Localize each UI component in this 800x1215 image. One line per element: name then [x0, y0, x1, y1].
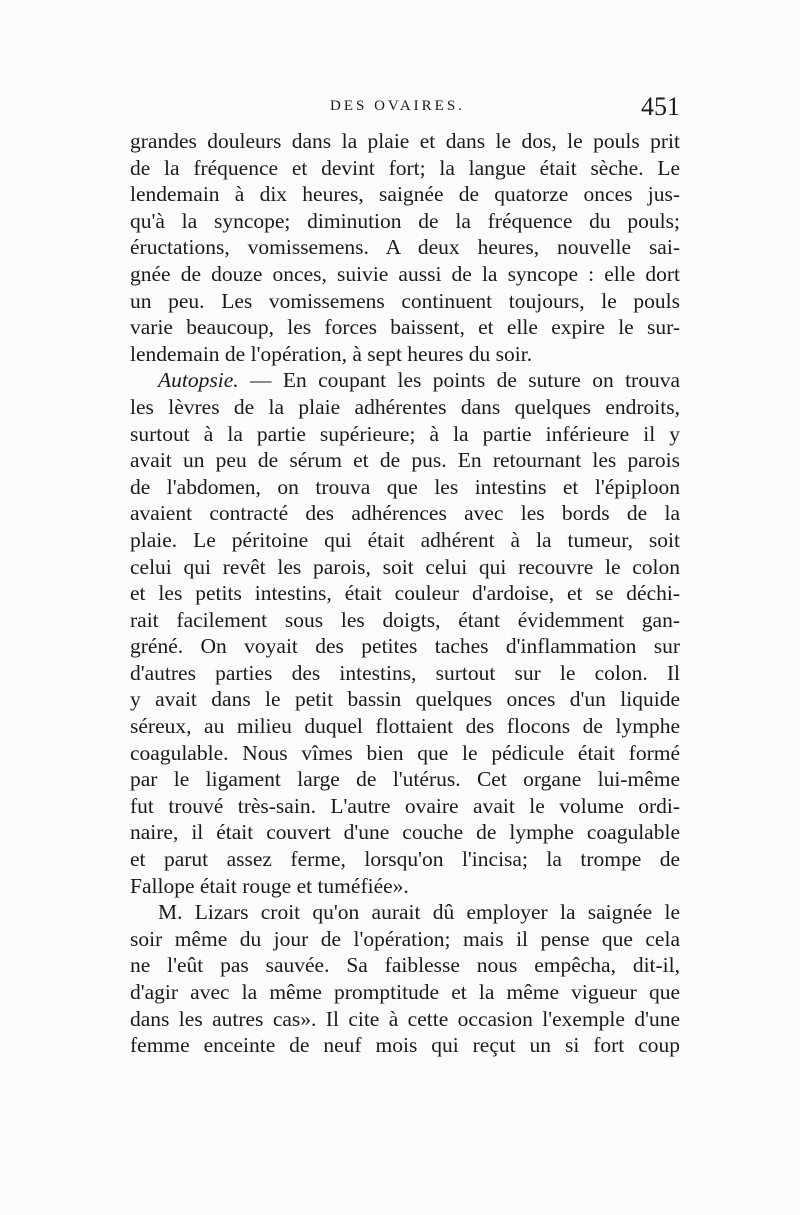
body-text	[130, 128, 680, 1059]
text-line	[130, 766, 680, 793]
text-line-content: M. Lizars croit qu'on aurait dû employer la saignée le	[158, 900, 680, 925]
text-line-content: femme enceinte de neuf mois qui reçut un si fort coup	[130, 1033, 680, 1058]
text-line	[130, 527, 680, 554]
text-line-content: séreux, au milieu duquel flottaient des flocons de lymphe	[130, 714, 680, 739]
text-line	[130, 607, 680, 634]
text-line-content: de la fréquence et devint fort; la langue était sèche. Le	[130, 155, 680, 180]
running-head	[130, 92, 680, 122]
text-line-content: y avait dans le petit bassin quelques onces d'un liquide	[130, 687, 680, 712]
text-line	[130, 474, 680, 501]
text-line	[130, 261, 680, 288]
text-line	[130, 873, 680, 900]
text-line	[130, 740, 680, 767]
text-line-content: éructations, vomissemens. A deux heures, nouvelle sai-	[130, 235, 680, 260]
text-line-content: Fallope était rouge et tuméfiée».	[130, 873, 409, 898]
text-line-content: soir même du jour de l'opération; mais il pense que cela	[130, 926, 680, 951]
text-line	[130, 421, 680, 448]
text-line-content: fut trouvé très-sain. L'autre ovaire avait le volume ordi-	[130, 793, 680, 818]
text-line	[130, 554, 680, 581]
text-line-content: un peu. Les vomissemens continuent toujours, le pouls	[130, 288, 680, 313]
text-line-content: surtout à la partie supérieure; à la partie inférieure il y	[130, 421, 680, 446]
text-line-content: de l'abdomen, on trouva que les intestins et l'épiploon	[130, 474, 680, 499]
text-line-content: dans les autres cas». Il cite à cette occasion l'exemple d'une	[130, 1006, 680, 1031]
text-line	[130, 1006, 680, 1033]
text-line-content: gnée de douze onces, suivie aussi de la syncope : elle dort	[130, 261, 680, 286]
text-line	[130, 314, 680, 341]
text-line-content: varie beaucoup, les forces baissent, et elle expire le sur-	[130, 315, 680, 340]
text-line	[130, 686, 680, 713]
text-line	[130, 952, 680, 979]
text-line-content: et parut assez ferme, lorsqu'on l'incisa; la trompe de	[130, 847, 680, 872]
text-line	[130, 660, 680, 687]
running-title: DES OVAIRES.	[330, 98, 465, 114]
text-line	[130, 234, 680, 261]
text-line	[130, 633, 680, 660]
text-line-content: lendemain à dix heures, saignée de quatorze onces jus-	[130, 182, 680, 207]
text-line	[130, 181, 680, 208]
text-line	[130, 1032, 680, 1059]
text-line	[130, 208, 680, 235]
text-line-content: qu'à la syncope; diminution de la fréquence du pouls;	[130, 208, 680, 233]
text-line	[130, 288, 680, 315]
text-line	[130, 155, 680, 182]
text-line	[130, 447, 680, 474]
text-line	[130, 580, 680, 607]
text-line-content: plaie. Le péritoine qui était adhérent à la tumeur, soit	[130, 527, 680, 552]
text-line	[130, 819, 680, 846]
text-line-content: d'autres parties des intestins, surtout sur le colon. Il	[130, 660, 680, 685]
text-line-content: avait un peu de sérum et de pus. En retournant les parois	[130, 448, 680, 473]
text-line-content: — En coupant les points de suture on trouva	[238, 368, 680, 393]
text-line	[130, 341, 680, 368]
text-line	[130, 367, 680, 394]
text-line	[130, 846, 680, 873]
text-line-content: d'agir avec la même promptitude et la même vigueur que	[130, 980, 680, 1004]
text-line-content: et les petits intestins, était couleur d'ardoise, et se déchi-	[130, 581, 680, 606]
text-line-content: lendemain de l'opération, à sept heures du soir.	[130, 341, 533, 366]
text-line	[130, 394, 680, 421]
text-line-content: naire, il était couvert d'une couche de lymphe coagulable	[130, 820, 680, 845]
text-line-content: les lèvres de la plaie adhérentes dans quelques endroits,	[130, 394, 680, 419]
text-line-content: ne l'eût pas sauvée. Sa faiblesse nous empêcha, dit-il,	[130, 953, 680, 978]
text-line	[130, 128, 680, 155]
text-line-content: rait facilement sous les doigts, étant évidemment gan-	[130, 607, 680, 632]
text-line-content: coagulable. Nous vîmes bien que le pédicule était formé	[130, 740, 680, 765]
page-number: 451	[641, 92, 680, 121]
text-line	[130, 979, 680, 1006]
text-line-content: grandes douleurs dans la plaie et dans le dos, le pouls prit	[130, 129, 680, 153]
text-line-content: gréné. On voyait des petites taches d'inflammation sur	[130, 634, 680, 659]
text-line	[130, 899, 680, 926]
text-line	[130, 500, 680, 527]
text-line-content: par le ligament large de l'utérus. Cet organe lui-même	[130, 767, 680, 792]
text-line-content: avaient contracté des adhérences avec les bords de la	[130, 501, 680, 526]
section-heading-italic: Autopsie.	[158, 368, 239, 393]
text-line-content: celui qui revêt les parois, soit celui qui recouvre le colon	[130, 554, 680, 579]
text-line	[130, 793, 680, 820]
text-line	[130, 713, 680, 740]
text-line	[130, 926, 680, 953]
